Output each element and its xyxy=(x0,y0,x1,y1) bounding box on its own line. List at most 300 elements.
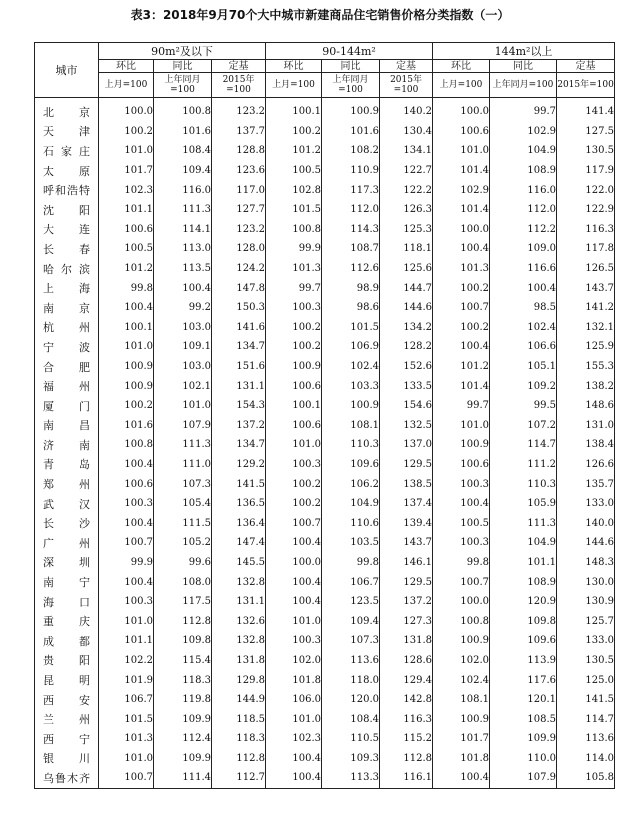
index-value: 112.8 xyxy=(154,611,212,631)
city-name: 成 都 xyxy=(35,631,99,651)
index-value: 112.6 xyxy=(322,259,380,279)
index-value: 102.9 xyxy=(490,122,557,142)
city-name: 郑 州 xyxy=(35,474,99,494)
group-header-large: 144m²以上 xyxy=(433,43,615,60)
city-name: 重 庆 xyxy=(35,611,99,631)
index-value: 100.2 xyxy=(433,318,490,338)
index-value: 99.8 xyxy=(433,553,490,573)
index-value: 100.2 xyxy=(433,278,490,298)
index-value: 137.2 xyxy=(380,592,433,612)
city-name: 南 宁 xyxy=(35,572,99,592)
index-value: 111.3 xyxy=(154,200,212,220)
city-name: 济 南 xyxy=(35,435,99,455)
index-value: 101.6 xyxy=(99,416,154,436)
index-value: 101.2 xyxy=(433,357,490,377)
index-value: 101.0 xyxy=(433,141,490,161)
index-value: 110.6 xyxy=(322,513,380,533)
index-value: 103.5 xyxy=(322,533,380,553)
index-value: 111.2 xyxy=(490,455,557,475)
index-value: 112.8 xyxy=(380,749,433,769)
index-value: 100.4 xyxy=(99,298,154,318)
index-value: 150.3 xyxy=(212,298,266,318)
index-value: 99.5 xyxy=(490,396,557,416)
index-value: 137.0 xyxy=(380,435,433,455)
index-value: 141.2 xyxy=(557,298,615,318)
index-value: 116.3 xyxy=(380,709,433,729)
index-value: 100.2 xyxy=(99,396,154,416)
index-value: 131.0 xyxy=(557,416,615,436)
index-value: 100.4 xyxy=(433,239,490,259)
index-value: 108.1 xyxy=(322,416,380,436)
index-value: 106.6 xyxy=(490,337,557,357)
index-value: 108.2 xyxy=(322,141,380,161)
index-value: 100.3 xyxy=(99,592,154,612)
index-value: 130.4 xyxy=(380,122,433,142)
table-row xyxy=(35,161,615,181)
index-value: 116.3 xyxy=(557,220,615,240)
index-value: 100.3 xyxy=(99,494,154,514)
index-value: 113.6 xyxy=(557,729,615,749)
index-value: 101.1 xyxy=(99,631,154,651)
table-row xyxy=(35,278,615,298)
index-value: 147.8 xyxy=(212,278,266,298)
index-value: 100.4 xyxy=(490,278,557,298)
index-value: 106.2 xyxy=(322,474,380,494)
index-value: 100.4 xyxy=(433,337,490,357)
index-value: 100.6 xyxy=(99,474,154,494)
index-value: 101.1 xyxy=(99,200,154,220)
index-value: 100.6 xyxy=(433,122,490,142)
table-row xyxy=(35,690,615,710)
index-value: 137.4 xyxy=(380,494,433,514)
city-name: 合 肥 xyxy=(35,357,99,377)
index-value: 100.4 xyxy=(266,749,322,769)
index-value: 117.6 xyxy=(490,670,557,690)
index-value: 109.9 xyxy=(154,709,212,729)
city-name: 深 圳 xyxy=(35,553,99,573)
table-title: 表3：2018年9月70个大中城市新建商品住宅销售价格分类指数（一） xyxy=(130,8,510,22)
base-label: 2015年=100 xyxy=(557,73,615,98)
index-value: 100.7 xyxy=(433,572,490,592)
index-value: 109.8 xyxy=(490,611,557,631)
index-value: 101.3 xyxy=(99,729,154,749)
index-value: 122.7 xyxy=(380,161,433,181)
index-value: 101.3 xyxy=(433,259,490,279)
col-yoy-header: 同比 xyxy=(322,60,380,73)
index-value: 100.0 xyxy=(99,98,154,122)
index-value: 126.5 xyxy=(557,259,615,279)
index-value: 109.6 xyxy=(322,455,380,475)
index-value: 102.0 xyxy=(266,651,322,671)
index-value: 118.3 xyxy=(154,670,212,690)
index-value: 120.9 xyxy=(490,592,557,612)
index-value: 132.8 xyxy=(212,572,266,592)
index-value: 138.4 xyxy=(557,435,615,455)
index-value: 99.2 xyxy=(154,298,212,318)
index-value: 107.2 xyxy=(490,416,557,436)
index-value: 100.2 xyxy=(266,494,322,514)
index-value: 100.2 xyxy=(99,122,154,142)
index-value: 100.7 xyxy=(433,298,490,318)
index-value: 133.0 xyxy=(557,494,615,514)
table-row xyxy=(35,122,615,142)
index-value: 112.2 xyxy=(490,220,557,240)
index-value: 111.4 xyxy=(154,768,212,788)
city-name: 武 汉 xyxy=(35,494,99,514)
index-value: 100.0 xyxy=(266,553,322,573)
index-value: 122.0 xyxy=(557,180,615,200)
table-row xyxy=(35,729,615,749)
index-value: 132.5 xyxy=(380,416,433,436)
index-value: 99.8 xyxy=(99,278,154,298)
city-name: 西 安 xyxy=(35,690,99,710)
index-value: 134.2 xyxy=(380,318,433,338)
index-value: 118.0 xyxy=(322,670,380,690)
price-index-table xyxy=(34,42,615,789)
index-value: 111.3 xyxy=(154,435,212,455)
index-value: 102.2 xyxy=(99,651,154,671)
index-value: 100.9 xyxy=(433,709,490,729)
index-value: 100.5 xyxy=(433,513,490,533)
index-value: 109.4 xyxy=(322,611,380,631)
table-row xyxy=(35,651,615,671)
index-value: 131.1 xyxy=(212,592,266,612)
table-row xyxy=(35,592,615,612)
index-value: 102.4 xyxy=(433,670,490,690)
index-value: 136.4 xyxy=(212,513,266,533)
base-label: 上月=100 xyxy=(99,73,154,98)
index-value: 101.2 xyxy=(266,141,322,161)
index-value: 132.6 xyxy=(212,611,266,631)
index-value: 100.1 xyxy=(266,396,322,416)
index-value: 114.1 xyxy=(154,220,212,240)
index-value: 134.7 xyxy=(212,337,266,357)
table-row xyxy=(35,553,615,573)
index-value: 110.9 xyxy=(322,161,380,181)
index-value: 100.6 xyxy=(433,455,490,475)
index-value: 107.9 xyxy=(154,416,212,436)
table-row xyxy=(35,709,615,729)
index-value: 103.3 xyxy=(322,376,380,396)
index-value: 109.6 xyxy=(490,631,557,651)
index-value: 105.9 xyxy=(490,494,557,514)
table-row xyxy=(35,376,615,396)
index-value: 117.0 xyxy=(212,180,266,200)
base-label: 上年同月=100 xyxy=(154,73,212,98)
table-row xyxy=(35,416,615,436)
table-row xyxy=(35,298,615,318)
city-name: 杭 州 xyxy=(35,318,99,338)
index-value: 131.8 xyxy=(380,631,433,651)
index-value: 101.5 xyxy=(322,318,380,338)
table-row xyxy=(35,768,615,788)
index-value: 155.3 xyxy=(557,357,615,377)
index-value: 105.8 xyxy=(557,768,615,788)
index-value: 101.5 xyxy=(99,709,154,729)
index-value: 100.4 xyxy=(433,494,490,514)
index-value: 114.0 xyxy=(557,749,615,769)
index-value: 99.7 xyxy=(490,98,557,122)
index-value: 100.1 xyxy=(266,98,322,122)
table-row xyxy=(35,357,615,377)
index-value: 100.2 xyxy=(266,318,322,338)
index-value: 109.2 xyxy=(490,376,557,396)
index-value: 123.2 xyxy=(212,220,266,240)
index-value: 123.6 xyxy=(212,161,266,181)
index-value: 130.9 xyxy=(557,592,615,612)
table-row xyxy=(35,670,615,690)
index-value: 101.3 xyxy=(266,259,322,279)
index-value: 131.1 xyxy=(212,376,266,396)
index-value: 100.2 xyxy=(266,337,322,357)
index-value: 99.9 xyxy=(99,553,154,573)
index-value: 119.8 xyxy=(154,690,212,710)
index-value: 125.9 xyxy=(557,337,615,357)
col-fixed-header: 定基 xyxy=(380,60,433,73)
index-value: 115.2 xyxy=(380,729,433,749)
index-value: 138.2 xyxy=(557,376,615,396)
index-value: 100.7 xyxy=(99,768,154,788)
index-value: 101.8 xyxy=(433,749,490,769)
index-value: 137.7 xyxy=(212,122,266,142)
index-value: 130.0 xyxy=(557,572,615,592)
index-value: 143.7 xyxy=(557,278,615,298)
index-value: 100.1 xyxy=(99,318,154,338)
col-mom-header: 环比 xyxy=(99,60,154,73)
city-name: 石家庄 xyxy=(35,141,99,161)
index-value: 100.4 xyxy=(99,513,154,533)
index-value: 100.9 xyxy=(322,396,380,416)
table-row xyxy=(35,435,615,455)
index-value: 144.9 xyxy=(212,690,266,710)
city-name: 海 口 xyxy=(35,592,99,612)
index-value: 112.0 xyxy=(322,200,380,220)
city-name: 北 京 xyxy=(35,98,99,122)
index-value: 112.0 xyxy=(490,200,557,220)
index-value: 128.6 xyxy=(380,651,433,671)
index-value: 125.7 xyxy=(557,611,615,631)
index-value: 154.3 xyxy=(212,396,266,416)
index-value: 102.3 xyxy=(99,180,154,200)
group-header-small: 90m²及以下 xyxy=(99,43,266,60)
table-row xyxy=(35,749,615,769)
index-value: 114.3 xyxy=(322,220,380,240)
base-label: 上年同月=100 xyxy=(322,73,380,98)
index-value: 100.6 xyxy=(266,376,322,396)
index-value: 101.0 xyxy=(99,611,154,631)
city-name: 长 春 xyxy=(35,239,99,259)
index-value: 103.0 xyxy=(154,357,212,377)
index-value: 100.3 xyxy=(266,298,322,318)
index-value: 100.4 xyxy=(154,278,212,298)
index-value: 101.7 xyxy=(99,161,154,181)
index-value: 100.7 xyxy=(266,513,322,533)
city-column-header: 城市 xyxy=(35,43,99,98)
index-value: 108.1 xyxy=(433,690,490,710)
index-value: 128.2 xyxy=(380,337,433,357)
table-row xyxy=(35,200,615,220)
index-value: 100.6 xyxy=(99,220,154,240)
index-value: 107.3 xyxy=(322,631,380,651)
index-value: 111.0 xyxy=(154,455,212,475)
base-label: 2015年=100 xyxy=(212,73,266,98)
index-value: 101.6 xyxy=(322,122,380,142)
index-value: 107.3 xyxy=(154,474,212,494)
index-value: 100.3 xyxy=(266,455,322,475)
index-value: 141.6 xyxy=(212,318,266,338)
index-value: 112.8 xyxy=(212,749,266,769)
index-value: 100.4 xyxy=(266,768,322,788)
index-value: 101.7 xyxy=(433,729,490,749)
index-value: 109.1 xyxy=(154,337,212,357)
index-value: 120.1 xyxy=(490,690,557,710)
index-value: 118.1 xyxy=(380,239,433,259)
index-value: 110.3 xyxy=(322,435,380,455)
index-value: 112.7 xyxy=(212,768,266,788)
city-name: 哈尔滨 xyxy=(35,259,99,279)
city-name: 贵 阳 xyxy=(35,651,99,671)
index-value: 100.9 xyxy=(99,376,154,396)
index-value: 118.3 xyxy=(212,729,266,749)
index-value: 101.8 xyxy=(266,670,322,690)
index-value: 108.9 xyxy=(490,161,557,181)
city-name: 西 宁 xyxy=(35,729,99,749)
index-value: 100.0 xyxy=(433,592,490,612)
city-name: 兰 州 xyxy=(35,709,99,729)
index-value: 129.4 xyxy=(380,670,433,690)
index-value: 108.9 xyxy=(490,572,557,592)
index-value: 100.8 xyxy=(433,611,490,631)
index-value: 129.8 xyxy=(212,670,266,690)
table-row xyxy=(35,318,615,338)
index-value: 101.0 xyxy=(266,435,322,455)
index-value: 100.9 xyxy=(99,357,154,377)
index-value: 126.6 xyxy=(557,455,615,475)
index-value: 100.6 xyxy=(266,416,322,436)
table-body xyxy=(35,98,615,789)
index-value: 129.2 xyxy=(212,455,266,475)
index-value: 111.5 xyxy=(154,513,212,533)
index-value: 133.0 xyxy=(557,631,615,651)
city-name: 天 津 xyxy=(35,122,99,142)
index-value: 100.3 xyxy=(266,631,322,651)
index-value: 108.5 xyxy=(490,709,557,729)
index-value: 146.1 xyxy=(380,553,433,573)
base-label: 上年同月=100 xyxy=(490,73,557,98)
index-value: 135.7 xyxy=(557,474,615,494)
index-value: 101.4 xyxy=(433,161,490,181)
index-value: 113.3 xyxy=(322,768,380,788)
table-row xyxy=(35,494,615,514)
index-value: 98.5 xyxy=(490,298,557,318)
col-yoy-header: 同比 xyxy=(154,60,212,73)
city-name: 广 州 xyxy=(35,533,99,553)
index-value: 101.6 xyxy=(154,122,212,142)
index-value: 124.2 xyxy=(212,259,266,279)
index-value: 132.8 xyxy=(212,631,266,651)
index-value: 136.5 xyxy=(212,494,266,514)
index-value: 138.5 xyxy=(380,474,433,494)
index-value: 104.9 xyxy=(490,141,557,161)
col-mom-header: 环比 xyxy=(433,60,490,73)
index-value: 100.2 xyxy=(266,122,322,142)
index-value: 147.4 xyxy=(212,533,266,553)
table-row xyxy=(35,572,615,592)
index-value: 144.7 xyxy=(380,278,433,298)
index-value: 128.0 xyxy=(212,239,266,259)
index-value: 125.0 xyxy=(557,670,615,690)
table-row xyxy=(35,396,615,416)
index-value: 99.6 xyxy=(154,553,212,573)
index-value: 143.7 xyxy=(380,533,433,553)
index-value: 100.4 xyxy=(433,768,490,788)
index-value: 140.2 xyxy=(380,98,433,122)
index-value: 116.6 xyxy=(490,259,557,279)
index-value: 99.7 xyxy=(266,278,322,298)
index-value: 108.0 xyxy=(154,572,212,592)
col-yoy-header: 同比 xyxy=(490,60,557,73)
index-value: 141.4 xyxy=(557,98,615,122)
index-value: 107.9 xyxy=(490,768,557,788)
index-value: 141.5 xyxy=(557,690,615,710)
index-value: 98.6 xyxy=(322,298,380,318)
index-value: 117.3 xyxy=(322,180,380,200)
index-value: 125.6 xyxy=(380,259,433,279)
index-value: 131.8 xyxy=(212,651,266,671)
index-value: 105.1 xyxy=(490,357,557,377)
index-value: 101.2 xyxy=(99,259,154,279)
index-value: 104.9 xyxy=(490,533,557,553)
city-name: 宁 波 xyxy=(35,337,99,357)
index-value: 116.1 xyxy=(380,768,433,788)
index-value: 99.9 xyxy=(266,239,322,259)
index-value: 126.3 xyxy=(380,200,433,220)
index-value: 100.5 xyxy=(266,161,322,181)
index-value: 100.4 xyxy=(99,572,154,592)
index-value: 101.4 xyxy=(433,376,490,396)
index-value: 133.5 xyxy=(380,376,433,396)
index-value: 132.1 xyxy=(557,318,615,338)
index-value: 101.0 xyxy=(99,337,154,357)
base-label: 上月=100 xyxy=(266,73,322,98)
index-value: 129.5 xyxy=(380,572,433,592)
city-name: 厦 门 xyxy=(35,396,99,416)
index-value: 102.0 xyxy=(433,651,490,671)
index-value: 101.0 xyxy=(154,396,212,416)
index-value: 108.4 xyxy=(322,709,380,729)
index-value: 114.7 xyxy=(557,709,615,729)
index-value: 148.6 xyxy=(557,396,615,416)
index-value: 134.7 xyxy=(212,435,266,455)
index-value: 109.3 xyxy=(322,749,380,769)
index-value: 99.8 xyxy=(322,553,380,573)
col-fixed-header: 定基 xyxy=(212,60,266,73)
table-row xyxy=(35,141,615,161)
index-value: 105.4 xyxy=(154,494,212,514)
index-value: 145.5 xyxy=(212,553,266,573)
index-value: 117.5 xyxy=(154,592,212,612)
index-value: 102.3 xyxy=(266,729,322,749)
index-value: 100.2 xyxy=(266,474,322,494)
index-value: 137.2 xyxy=(212,416,266,436)
index-value: 113.5 xyxy=(154,259,212,279)
index-value: 113.6 xyxy=(322,651,380,671)
index-value: 123.5 xyxy=(322,592,380,612)
index-value: 100.8 xyxy=(99,435,154,455)
table-row xyxy=(35,513,615,533)
index-value: 127.3 xyxy=(380,611,433,631)
city-name: 南 昌 xyxy=(35,416,99,436)
